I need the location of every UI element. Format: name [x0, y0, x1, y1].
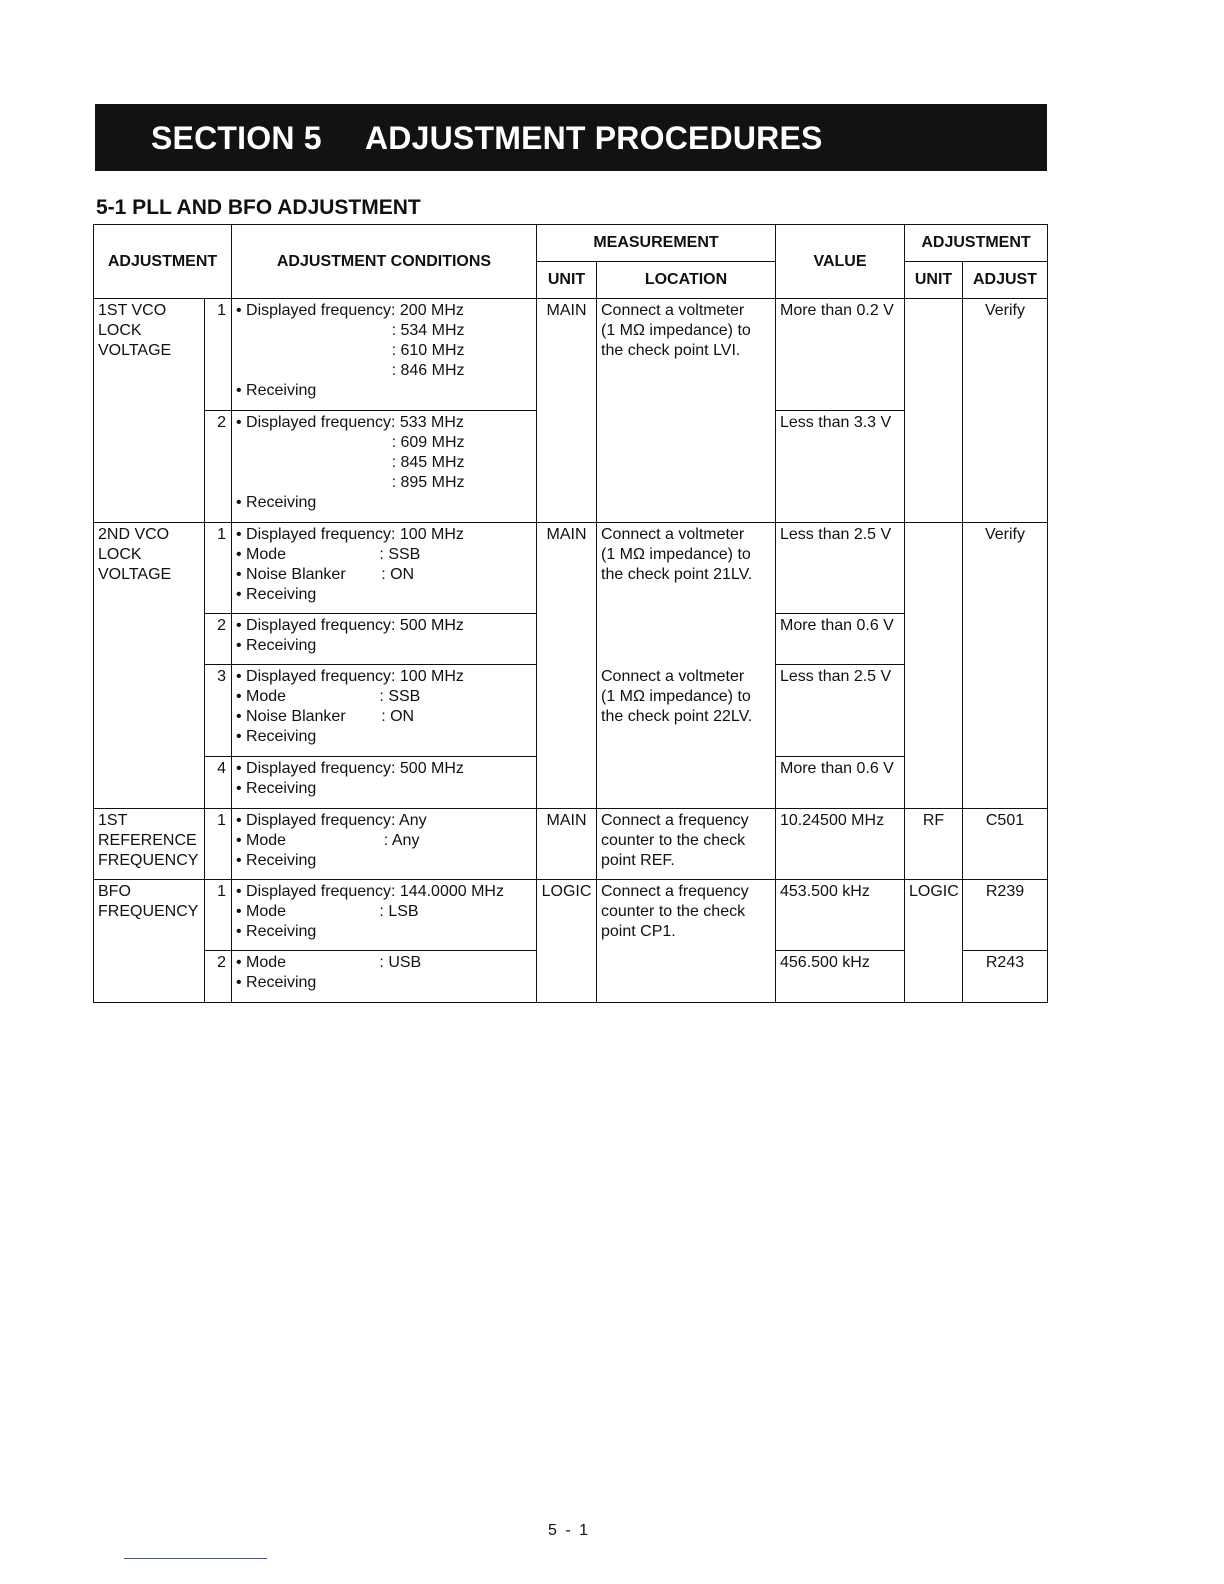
- step-number: 2: [205, 951, 232, 1003]
- conditions-cell: • Displayed frequency: 533 MHz : 609 MHz : 845 MHz : 895 MHz • Receiving: [232, 411, 537, 523]
- table-row: [94, 523, 1048, 614]
- step-number: 1: [205, 299, 232, 411]
- adjustment-unit: [905, 523, 963, 809]
- header-adjustment: ADJUSTMENT: [94, 225, 232, 299]
- header-value: VALUE: [776, 225, 905, 299]
- measurement-unit: MAIN: [537, 809, 597, 880]
- conditions-cell: • Mode : USB • Receiving: [232, 951, 537, 1003]
- header-adjust: ADJUST: [963, 262, 1048, 299]
- header-conditions: ADJUSTMENT CONDITIONS: [232, 225, 537, 299]
- measurement-unit: LOGIC: [537, 880, 597, 1003]
- value-cell: More than 0.6 V: [776, 614, 905, 665]
- subsection-title: 5-1 PLL AND BFO ADJUSTMENT: [96, 196, 421, 219]
- adjustment-name: 1ST REFERENCE FREQUENCY: [94, 809, 205, 880]
- footer-rule: [124, 1558, 267, 1559]
- conditions-cell: • Displayed frequency: 500 MHz • Receiving: [232, 614, 537, 665]
- measurement-location: Connect a frequency counter to the check point REF.: [597, 809, 776, 880]
- measurement-location: Connect a frequency counter to the check point CP1.: [597, 880, 776, 1003]
- header-unit: UNIT: [537, 262, 597, 299]
- section-banner: [95, 104, 1047, 171]
- conditions-cell: • Displayed frequency: 100 MHz • Mode : SSB • Noise Blanker : ON • Receiving: [232, 523, 537, 614]
- conditions-cell: • Displayed frequency: 144.0000 MHz • Mode : LSB • Receiving: [232, 880, 537, 951]
- header-adj-unit: UNIT: [905, 262, 963, 299]
- value-cell: Less than 2.5 V: [776, 523, 905, 614]
- page-number: 5 - 1: [548, 1522, 591, 1539]
- conditions-cell: • Displayed frequency: 100 MHz • Mode : SSB • Noise Blanker : ON • Receiving: [232, 665, 537, 757]
- header-adjustment-group: ADJUSTMENT: [905, 225, 1048, 262]
- step-number: 1: [205, 809, 232, 880]
- adjustment-name: BFO FREQUENCY: [94, 880, 205, 1003]
- adjustment-adjust: Verify: [963, 299, 1048, 523]
- measurement-unit: MAIN: [537, 523, 597, 809]
- section-label: SECTION 5: [151, 120, 322, 156]
- adjustment-adjust: R239: [963, 880, 1048, 951]
- conditions-cell: • Displayed frequency: Any • Mode : Any • Receiving: [232, 809, 537, 880]
- table-row: [94, 880, 1048, 951]
- header-location: LOCATION: [597, 262, 776, 299]
- measurement-unit: MAIN: [537, 299, 597, 523]
- adjustment-unit: [905, 299, 963, 523]
- value-cell: Less than 3.3 V: [776, 411, 905, 523]
- value-cell: 453.500 kHz: [776, 880, 905, 951]
- value-cell: 10.24500 MHz: [776, 809, 905, 880]
- section-title: ADJUSTMENT PROCEDURES: [365, 120, 823, 156]
- adjustment-unit: RF: [905, 809, 963, 880]
- adjustment-unit: LOGIC: [905, 880, 963, 1003]
- step-number: 4: [205, 757, 232, 809]
- measurement-location: Connect a voltmeter (1 MΩ impedance) to the check point LVI.: [597, 299, 776, 523]
- value-cell: More than 0.6 V: [776, 757, 905, 809]
- measurement-location: Connect a voltmeter (1 MΩ impedance) to the check point 21LV.: [597, 523, 776, 665]
- adjustment-adjust: R243: [963, 951, 1048, 1003]
- step-number: 2: [205, 614, 232, 665]
- conditions-cell: • Displayed frequency: 500 MHz • Receiving: [232, 757, 537, 809]
- step-number: 3: [205, 665, 232, 757]
- step-number: 1: [205, 523, 232, 614]
- value-cell: 456.500 kHz: [776, 951, 905, 1003]
- table-row: [94, 299, 1048, 411]
- header-measurement: MEASUREMENT: [537, 225, 776, 262]
- table-row: [94, 809, 1048, 880]
- value-cell: Less than 2.5 V: [776, 665, 905, 757]
- step-number: 1: [205, 880, 232, 951]
- value-cell: More than 0.2 V: [776, 299, 905, 411]
- measurement-location: Connect a voltmeter (1 MΩ impedance) to the check point 22LV.: [597, 665, 776, 809]
- adjustment-adjust: Verify: [963, 523, 1048, 809]
- step-number: 2: [205, 411, 232, 523]
- conditions-cell: • Displayed frequency: 200 MHz : 534 MHz : 610 MHz : 846 MHz • Receiving: [232, 299, 537, 411]
- adjustment-table: [93, 224, 1048, 1003]
- adjustment-name: 1ST VCO LOCK VOLTAGE: [94, 299, 205, 523]
- adjustment-name: 2ND VCO LOCK VOLTAGE: [94, 523, 205, 809]
- adjustment-adjust: C501: [963, 809, 1048, 880]
